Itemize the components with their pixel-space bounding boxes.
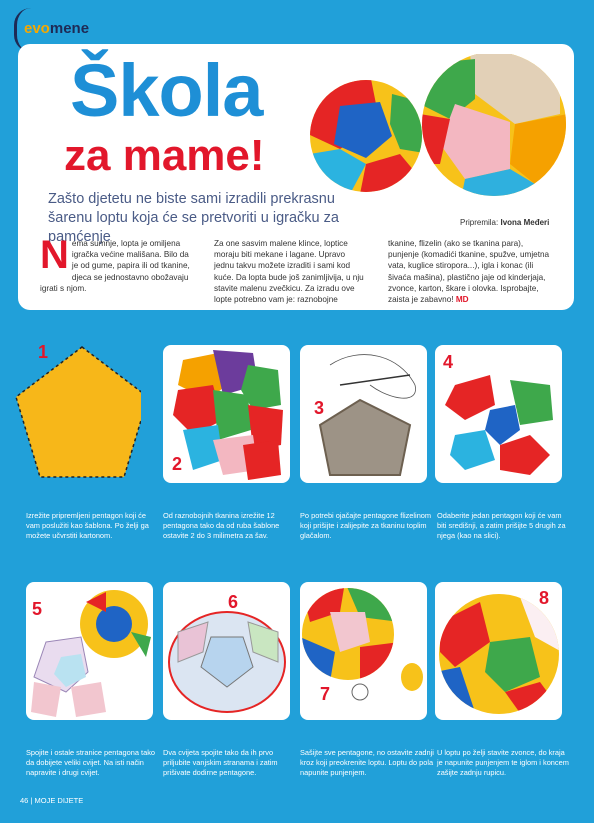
- page-number: 46: [20, 796, 29, 805]
- step-card-5: [26, 582, 153, 720]
- step-number-1: 1: [38, 342, 49, 362]
- joined-flowers-image: [163, 582, 290, 720]
- step-caption-7: Sašijte sve pentagone, no ostavite zadnji kroz koji preokrenite loptu. Loptu do pola napunite punjenjem.: [300, 748, 434, 778]
- section-part2: mene: [49, 20, 90, 37]
- intro-column-3: [388, 238, 550, 305]
- intro-column-2: Za one sasvim malene klince, loptice moraju biti mekane i lagane. Upravo jednu takvu možete izraditi i sami kod kuće. Da lopta bude još zanimljivija, u nju stavite malenu zvečkicu. Za izradu ove lopte potrebno vam je: raznobojne: [214, 239, 364, 305]
- two-flowers-image: [26, 582, 153, 720]
- intro-column-1: [40, 233, 190, 294]
- credit-label: Pripremila:: [460, 218, 499, 227]
- step-number-2: 2: [172, 454, 183, 474]
- lead-text: Zašto djetetu ne biste sami izradili prekrasnu šarenu loptu koja će se pretvoriti u igračku za pamćenje: [48, 191, 339, 245]
- section-part1: evo: [24, 20, 50, 37]
- step-caption-6: Dva cvijeta spojite tako da ih prvo priljubite vanjskim stranama i zatim prišivate dodirne pentagone.: [163, 748, 278, 778]
- credit: [460, 218, 549, 227]
- step-number-7: 7: [320, 684, 331, 704]
- step-caption-8: U loptu po želji stavite zvonce, do kraja je napunite punjenjem te iglom i koncem zašijte zadnju rupicu.: [437, 748, 569, 778]
- step-caption-2: Od raznobojnih tkanina izrežite 12 pentagona tako da od ruba šablone ostavite 2 do 3 milimetra za šav.: [163, 511, 280, 541]
- step-caption-1: Izrežite pripremljeni pentagon koji će vam poslužiti kao šablona. Po želji ga možete učvrstiti kartonom.: [26, 511, 149, 541]
- page-subtitle: za mame!: [64, 131, 265, 180]
- magazine-name: MOJE DIJETE: [34, 796, 84, 805]
- fabric-pentagons-image: [163, 345, 290, 483]
- step-number-6: 6: [228, 592, 239, 612]
- step-caption-3: Po potrebi ojačajte pentagone flizelinom koji prišijte i zalijepite za tkaninu toplim glačalom.: [300, 511, 432, 541]
- section-label: [24, 20, 89, 37]
- author-sign: MD: [455, 295, 469, 305]
- step-number-8: 8: [539, 588, 550, 608]
- page-footer: [20, 796, 83, 805]
- intro-text-3: tkanine, flizelin (ako se tkanina para), punjenje (komadići tkanine, spužve, umjetna vata, kuglice stiropora...), igla i konac (ili šivaća mašina), plastično jaje od kinderjaja, zvonce, karton, škare i olovka. Isprobajte, zaista je zabavno!: [388, 239, 550, 305]
- step-card-4: [435, 345, 562, 483]
- sewn-flower-image: [435, 345, 562, 483]
- step-number-4: 4: [443, 352, 454, 372]
- step-card-6: [163, 582, 290, 720]
- step-card-1: [14, 345, 141, 483]
- step-card-2: [163, 345, 290, 483]
- page-title: Škola: [70, 49, 263, 132]
- pentagon-template-image: [14, 345, 141, 483]
- step-caption-5: Spojite i ostale stranice pentagona tako da dobijete veliki cvijet. Na isti način napravite i drugi cvijet.: [26, 748, 156, 778]
- intro-text-1: ema sumnje, lopta je omiljena igračka većine mališana. Bilo da je od gume, papira ili od tkanine, djeca se jednostavno obožavaju igrati s njom.: [40, 239, 190, 293]
- dropcap: N: [40, 233, 69, 277]
- step-number-5: 5: [32, 599, 43, 619]
- footer-separator: |: [30, 796, 33, 805]
- credit-name: Ivona Međeri: [500, 218, 550, 227]
- fabric-balls-image: [300, 54, 570, 204]
- step-number-3: 3: [314, 398, 325, 418]
- step-caption-4: Odaberite jedan pentagon koji će vam biti središnji, a zatim prišijte 5 drugih za njega (kao na slici).: [437, 511, 566, 541]
